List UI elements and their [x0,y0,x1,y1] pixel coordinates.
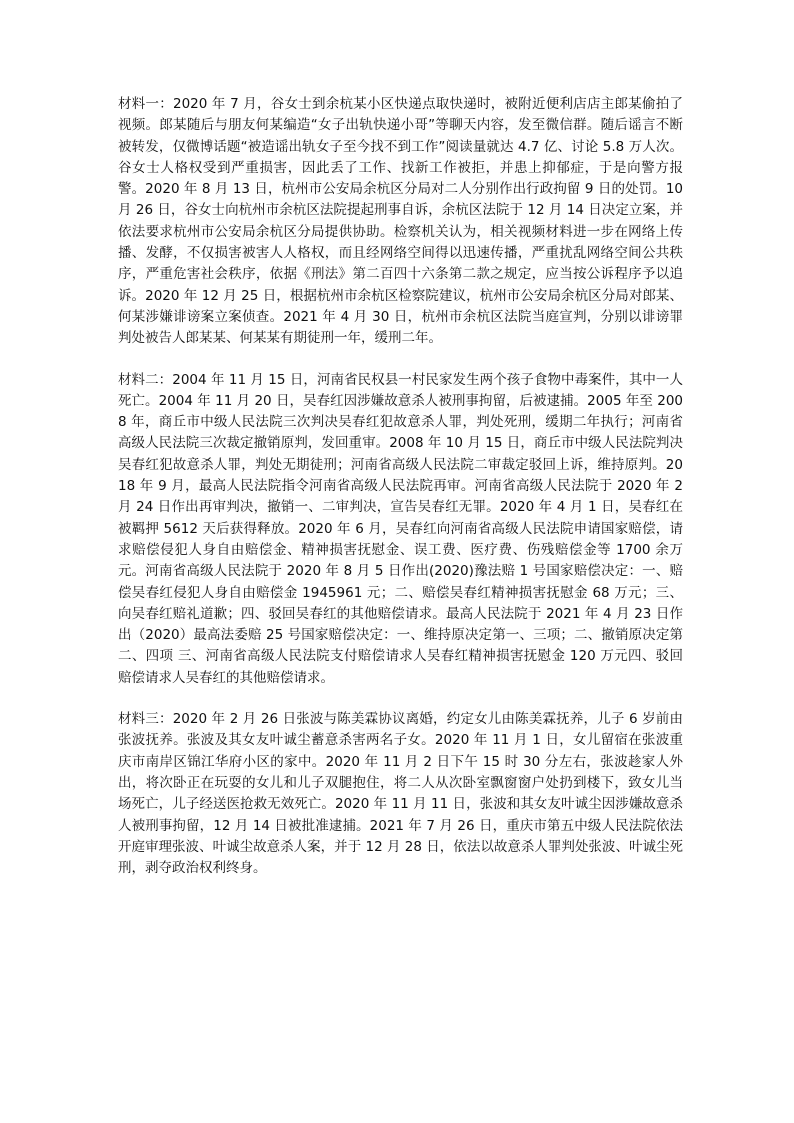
material-two-paragraph: 材料二：2004 年 11 月 15 日，河南省民权县一村民家发生两个孩子食物中毒案件，其中一人死亡。2004 年 11 月 20 日，吴春红因涉嫌故意杀人被刑事拘留，后被逮捕。2005 年至 2008 年，商丘市中级人民法院三次判决吴春红犯故意杀人罪，判处死刑，缓期二年执行；河南省高级人民法院三次裁定撤销原判，发回重审。2008 年 10 月 15 日，商丘市中级人民法院判决吴春红犯故意杀人罪，判处无期徒刑；河南省高级人民法院二审裁定驳回上诉，维持原判。2018 年 9 月，最高人民法院指令河南省高级人民法院再审。河南省高级人民法院于 2020 年 2 月 24 日作出再审判决，撤销一、二审判决，宣告吴春红无罪。2020 年 4 月 1 日，吴春红在被羁押 5612 天后获得释放。2020 年 6 月，吴春红向河南省高级人民法院申请国家赔偿，请求赔偿侵犯人身自由赔偿金、精神损害抚慰金、误工费、医疗费、伤残赔偿金等 1700 余万元。河南省高级人民法院于 2020 年 8 月 5 日作出(2020)豫法赔 1 号国家赔偿决定：一、赔偿吴春红侵犯人身自由赔偿金 1945961 元；二、赔偿吴春红精神损害抚慰金 68 万元；三、向吴春红赔礼道歉；四、驳回吴春红的其他赔偿请求。最高人民法院于 2021 年 4 月 23 日作出（2020）最高法委赔 25 号国家赔偿决定：一、维持原决定第一、三项；二、撤销原决定第二、四项 三、河南省高级人民法院支付赔偿请求人吴春红精神损害抚慰金 120 万元四、驳回赔偿请求人吴春红的其他赔偿请求。 [118,371,683,686]
material-three-paragraph: 材料三：2020 年 2 月 26 日张波与陈美霖协议离婚，约定女儿由陈美霖抚养，儿子 6 岁前由张波抚养。张波及其女友叶诚尘蓄意杀害两名子女。2020 年 11 月 1 日，女儿留宿在张波重庆市南岸区锦江华府小区的家中。2020 年 11 月 2 日下午 15 时 30 分左右，张波趁家人外出，将次卧正在玩耍的女儿和儿子双腿抱住，将二人从次卧室飘窗窗户处扔到楼下，致女儿当场死亡，儿子经送医抢救无效死亡。2020 年 11 月 11 日，张波和其女友叶诚尘因涉嫌故意杀人被刑事拘留，12 月 14 日被批准逮捕。2021 年 7 月 26 日，重庆市第五中级人民法院依法开庭审理张波、叶诚尘故意杀人案，并于 12 月 28 日，依法以故意杀人罪判处张波、叶诚尘死刑，剥夺政治权利终身。 [118,711,683,877]
material-one-paragraph: 材料一：2020 年 7 月，谷女士到余杭某小区快递点取快递时，被附近便利店店主郎某偷拍了视频。郎某随后与朋友何某编造“女子出轨快递小哥”等聊天内容，发至微信群。随后谣言不断被转发，仅微博话题“被造谣出轨女子至今找不到工作”阅读量就达 4.7 亿、讨论 5.8 万人次。谷女士人格权受到严重损害，因此丢了工作、找新工作被拒，并患上抑郁症，于是向警方报警。2020 年 8 月 13 日，杭州市公安局余杭区分局对二人分别作出行政拘留 9 日的处罚。10 月 26 日，谷女士向杭州市余杭区法院提起刑事自诉，余杭区法院于 12 月 14 日决定立案，并依法要求杭州市公安局余杭区分局提供协助。检察机关认为，相关视频材料进一步在网络上传播、发酵，不仅损害被害人人格权，而且经网络空间得以迅速传播，严重扰乱网络空间公共秩序，严重危害社会秩序，依据《刑法》第二百四十六条第二款之规定，应当按公诉程序予以追诉。2020 年 12 月 25 日，根据杭州市余杭区检察院建议，杭州市公安局余杭区分局对郎某、何某涉嫌诽谤案立案侦查。2021 年 4 月 30 日，杭州市余杭区法院当庭宣判，分别以诽谤罪判处被告人郎某某、何某某有期徒刑一年，缓刑二年。 [118,96,683,347]
document-page [118,94,683,899]
